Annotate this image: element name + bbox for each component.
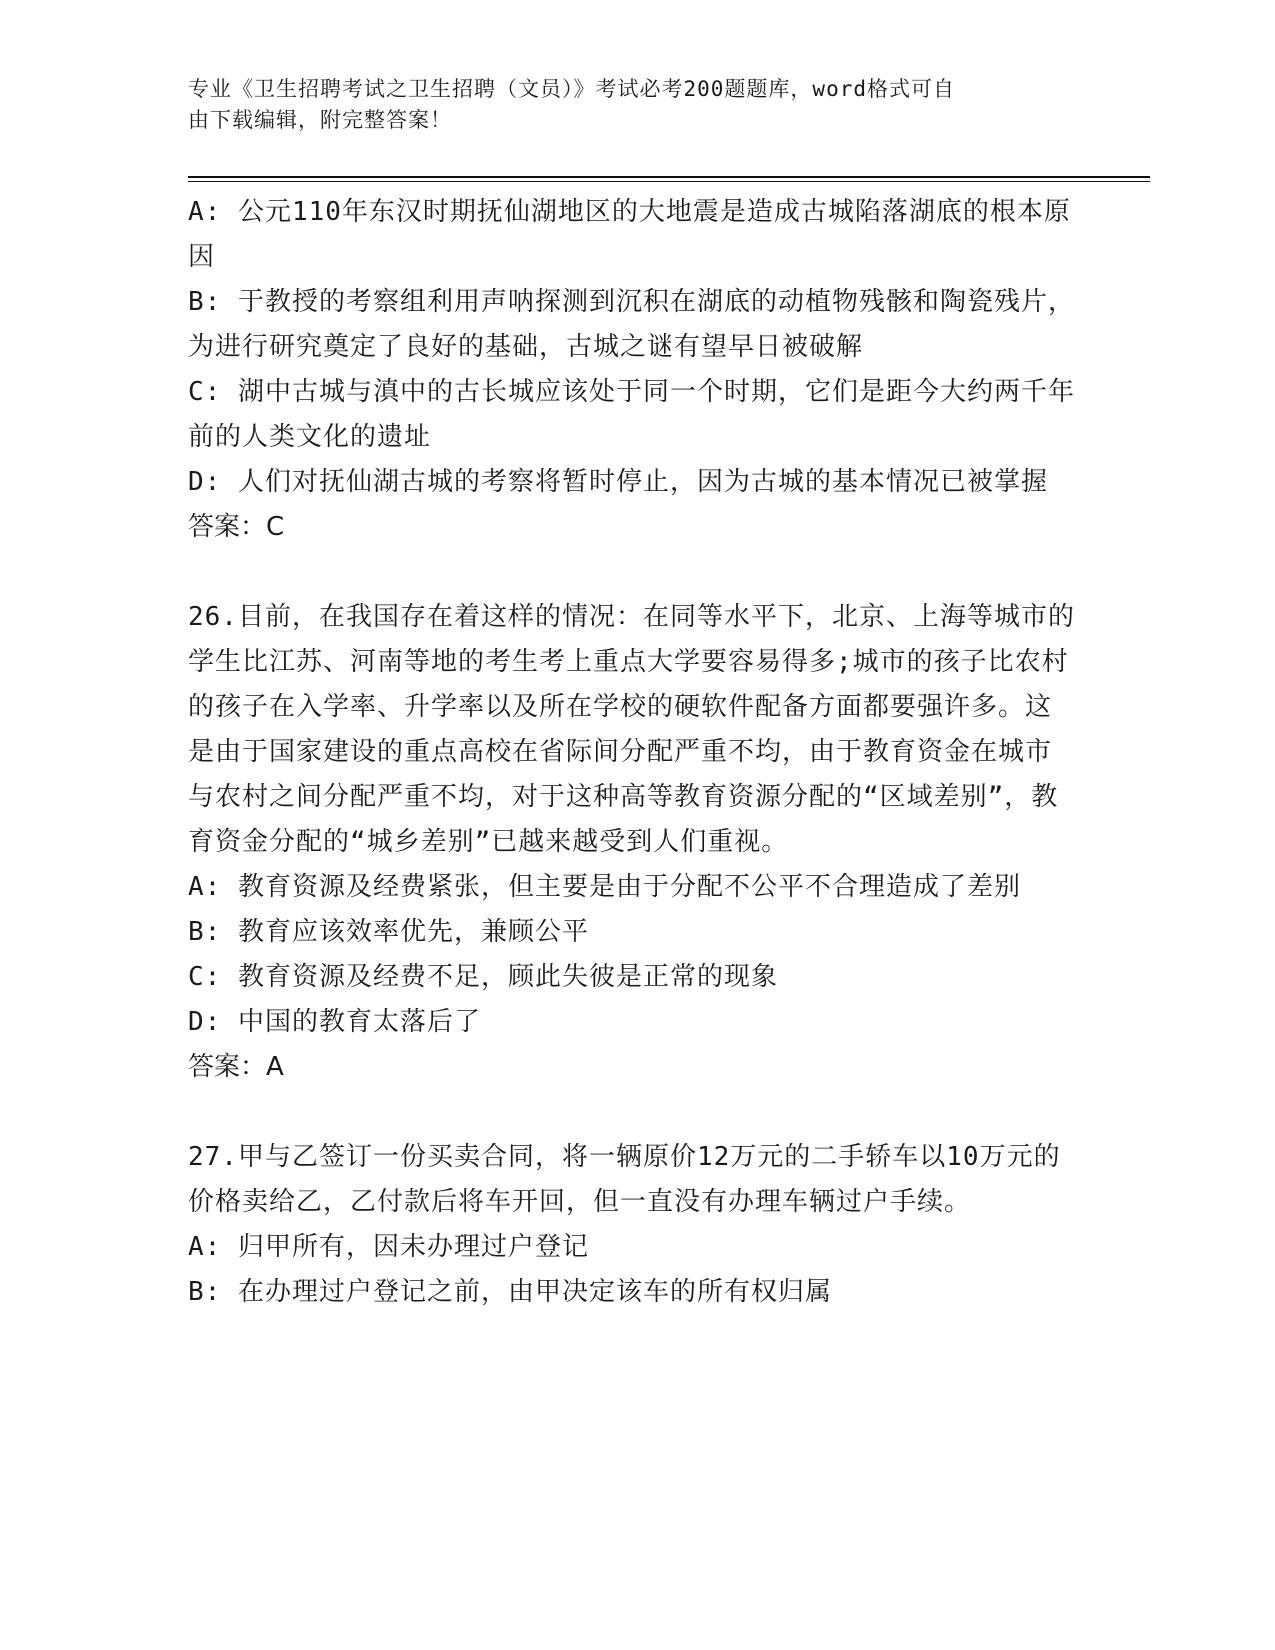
question-26-block <box>188 595 1078 1090</box>
header-divider-thin <box>188 181 1150 182</box>
question-25-answer: 答案：C <box>188 512 285 542</box>
question-26-answer: 答案：A <box>188 1052 284 1082</box>
document-header <box>188 74 1068 136</box>
header-line-1: 专业《卫生招聘考试之卫生招聘（文员）》考试必考200题题库，word格式可自 <box>188 77 955 101</box>
spacer <box>188 1090 1078 1135</box>
question-27-option-a: A: 归甲所有，因未办理过户登记 <box>188 1232 589 1262</box>
question-25-option-d: D: 人们对抚仙湖古城的考察将暂时停止，因为古城的基本情况已被掌握 <box>188 467 1048 497</box>
question-27-stem: 27.甲与乙签订一份买卖合同，将一辆原价12万元的二手轿车以10万元的价格卖给乙，乙付款后将车开回，但一直没有办理车辆过户手续。 <box>188 1142 1061 1217</box>
question-25-option-b: B: 于教授的考察组利用声呐探测到沉积在湖底的动植物残骸和陶瓷残片，为进行研究奠定了良好的基础，古城之谜有望早日被破解 <box>188 287 1075 362</box>
header-divider-thick <box>188 176 1150 178</box>
header-line-2: 由下载编辑，附完整答案！ <box>188 108 452 132</box>
document-body <box>188 190 1078 1315</box>
question-26-option-b: B: 教育应该效率优先，兼顾公平 <box>188 917 589 947</box>
question-26-option-c: C: 教育资源及经费不足，顾此失彼是正常的现象 <box>188 962 778 992</box>
question-25-option-a: A: 公元110年东汉时期抚仙湖地区的大地震是造成古城陷落湖底的根本原因 <box>188 197 1071 272</box>
spacer <box>188 550 1078 595</box>
question-25-option-c: C: 湖中古城与滇中的古长城应该处于同一个时期，它们是距今大约两千年前的人类文化的遗址 <box>188 377 1075 452</box>
question-26-option-a: A: 教育资源及经费紧张，但主要是由于分配不公平不合理造成了差别 <box>188 872 1021 902</box>
question-27-option-b: B: 在办理过户登记之前，由甲决定该车的所有权归属 <box>188 1277 832 1307</box>
question-27-block <box>188 1135 1078 1315</box>
question-25-block <box>188 190 1078 550</box>
question-26-option-d: D: 中国的教育太落后了 <box>188 1007 481 1037</box>
question-26-stem: 26.目前，在我国存在着这样的情况：在同等水平下，北京、上海等城市的学生比江苏、河南等地的考生考上重点大学要容易得多;城市的孩子比农村的孩子在入学率、升学率以及所在学校的硬软件配备方面都要强许多。这是由于国家建设的重点高校在省际间分配严重不均，由于教育资金在城市与农村之间分配严重不均，对于这种高等教育资源分配的“区域差别”，教育资金分配的“城乡差别”已越来越受到人们重视。 <box>188 602 1075 857</box>
